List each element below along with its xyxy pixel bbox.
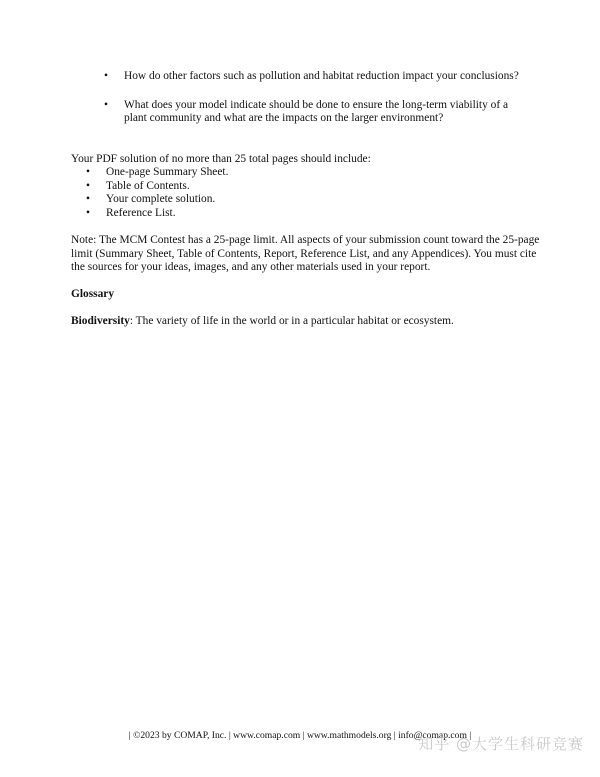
list-item (104, 70, 529, 84)
requirements-list (86, 166, 228, 220)
bullet-icon: • (104, 98, 108, 111)
requirement-text: Table of Contents. (106, 179, 190, 192)
bullet-icon: • (86, 179, 90, 192)
list-item (86, 166, 228, 180)
question-text: How do other factors such as pollution and habitat reduction impact your conclusions? (124, 70, 519, 82)
bullet-icon: • (86, 206, 90, 219)
bullet-icon: • (104, 70, 108, 82)
list-item (104, 99, 529, 126)
requirement-text: Your complete solution. (106, 193, 216, 206)
page-footer: | ©2023 by COMAP, Inc. | www.comap.com | www.mathmodels.org | info@comap.com | (128, 730, 472, 741)
list-item (86, 193, 228, 207)
question-list (104, 70, 529, 141)
glossary-heading: Glossary (71, 288, 115, 300)
bullet-icon: • (86, 193, 90, 206)
list-item (86, 207, 228, 221)
requirement-text: One-page Summary Sheet. (106, 166, 229, 178)
glossary-definition: : The variety of life in the world or in a particular habitat or ecosystem. (129, 315, 454, 327)
watermark: 知乎 @大学生科研竞赛 (418, 735, 584, 753)
requirements-intro: Your PDF solution of no more than 25 total pages should include: (71, 153, 371, 165)
question-text: What does your model indicate should be done to ensure the long-term viability of a plant community and what are the impacts on the larger environment? (124, 98, 509, 125)
bullet-icon: • (86, 166, 90, 178)
requirement-text: Reference List. (106, 206, 176, 219)
glossary-entry (71, 315, 541, 329)
page-limit-note: Note: The MCM Contest has a 25-page limit. All aspects of your submission count toward the 25-page limit (Summary Sheet, Table of Contents, Report, Reference List, and any Appendices). You must cite the sources for your ideas, images, and any other materials used in your report. (71, 234, 540, 274)
list-item (86, 180, 228, 194)
glossary-term: Biodiversity (71, 315, 130, 327)
